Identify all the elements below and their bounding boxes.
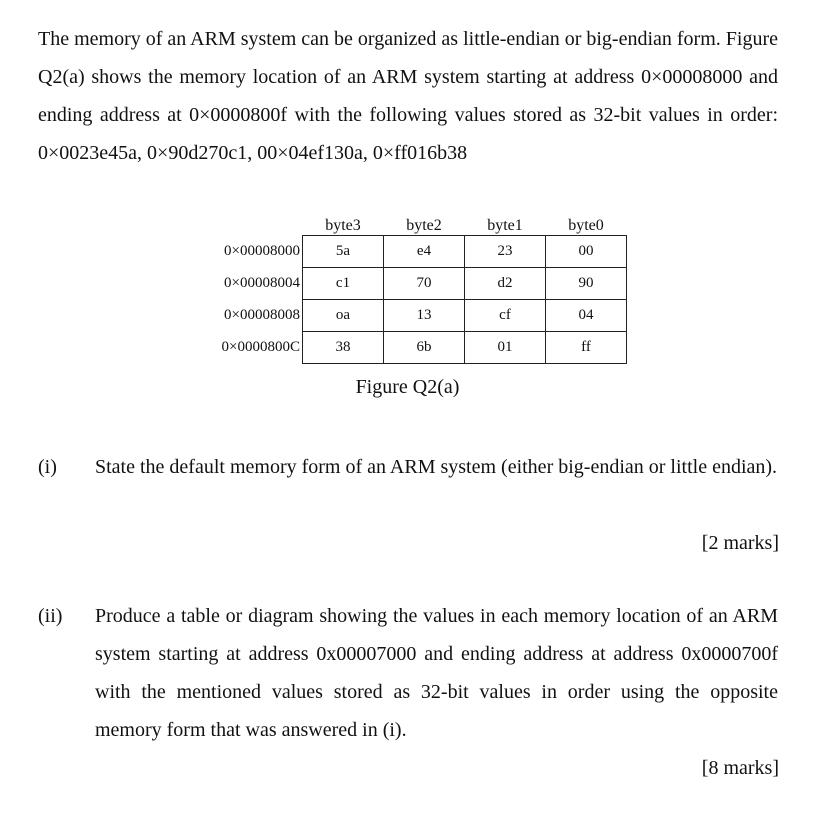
question-text: State the default memory form of an ARM system (either big-endian or little endian). [95, 456, 778, 478]
table-cell: cf [465, 300, 546, 332]
row-address: 0×00008000 [224, 243, 300, 259]
table-cell: ff [546, 332, 627, 364]
table-cell: 04 [546, 300, 627, 332]
column-header: byte3 [325, 217, 361, 234]
table-cell: 01 [465, 332, 546, 364]
table-row [200, 236, 627, 268]
table-row [200, 332, 627, 364]
question-label: (ii) [38, 605, 63, 627]
table-cell: 70 [384, 268, 465, 300]
figure-caption: Figure Q2(a) [355, 376, 460, 398]
table-cell: c1 [303, 268, 384, 300]
table-cell: d2 [465, 268, 546, 300]
table-cell: oa [303, 300, 384, 332]
table-cell: 38 [303, 332, 384, 364]
marks-label: [8 marks] [701, 757, 779, 779]
table-row [200, 268, 627, 300]
question-label: (i) [38, 456, 57, 478]
table-row [200, 300, 627, 332]
table-cell: 5a [303, 236, 384, 268]
row-address: 0×0000800C [221, 339, 300, 355]
table-cell: 90 [546, 268, 627, 300]
column-header: byte2 [406, 217, 442, 234]
header-blank [200, 216, 303, 236]
question-text: Produce a table or diagram showing the values in each memory location of an ARM system starting at address 0x00007000 and ending address at address 0x0000700f with the mentioned values stored as 32-bit values in order using the opposite memory form that was answered in (i). [95, 605, 778, 741]
table-header-row [200, 216, 627, 236]
column-header: byte0 [568, 217, 604, 234]
row-address: 0×00008004 [224, 275, 300, 291]
table-cell: 00 [546, 236, 627, 268]
memory-table [200, 216, 627, 364]
row-address: 0×00008008 [224, 307, 300, 323]
column-header: byte1 [487, 217, 523, 234]
table-cell: 6b [384, 332, 465, 364]
table-cell: e4 [384, 236, 465, 268]
table-cell: 23 [465, 236, 546, 268]
marks-label: [2 marks] [701, 532, 779, 554]
intro-paragraph: The memory of an ARM system can be organized as little-endian or big-endian form. Figure Q2(a) shows the memory location of an ARM system starting at address 0×00008000 and ending address at 0×0000800f with the following values stored as 32-bit values in order: 0×0023e45a, 0×90d270c1, 00×04ef130a, 0×ff016b38 [38, 28, 778, 164]
table-cell: 13 [384, 300, 465, 332]
